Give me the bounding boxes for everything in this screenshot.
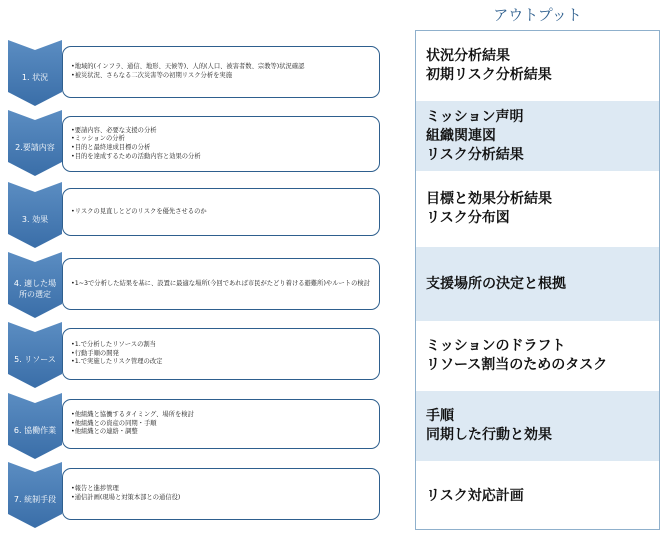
step-label	[8, 142, 62, 153]
step-detail-box	[62, 399, 380, 449]
process-step	[0, 110, 410, 176]
output-row	[416, 321, 659, 391]
output-text: 手順	[426, 408, 454, 424]
step-label	[8, 72, 62, 83]
step-label	[8, 425, 62, 436]
output-row	[416, 247, 659, 321]
output-list	[415, 30, 660, 530]
step-label-line: 5. リソース	[14, 354, 56, 364]
step-detail-item: •通信計画(現場と対策本部との通信役)	[71, 494, 181, 501]
output-row	[416, 461, 659, 531]
step-detail-item: •リスクの見直しとどのリスクを優先させるのか	[71, 207, 207, 215]
step-detail-item: •目的を達成するための活動内容と効果の分析	[71, 152, 201, 160]
step-label-line: 4. 適した場	[13, 279, 57, 288]
step-detail-item: •行動手順の開発	[71, 349, 119, 357]
step-detail-item: •目的と最終達成目標の分析	[71, 144, 151, 151]
process-step	[0, 322, 410, 388]
step-label	[8, 214, 62, 225]
step-detail-box	[62, 116, 380, 172]
process-step	[0, 252, 410, 318]
step-detail-item: •他組織との連絡・調整	[71, 428, 138, 436]
output-text: リスク分析結果	[426, 146, 524, 163]
step-detail-item: •被災状況、さらなる二次災害等の初期リスク分析を実施	[71, 72, 233, 79]
output-row	[416, 171, 659, 247]
step-detail-item: •地域的(インフラ、通信、地形、天候等)、人的(人口、被害者数、宗教等)状況確認	[71, 63, 305, 71]
output-text: リスク対応計画	[426, 487, 524, 504]
output-text: 組織関連図	[426, 127, 496, 144]
process-step	[0, 393, 410, 459]
step-label-line: 7. 統制手段	[13, 494, 57, 504]
output-text: ミッション声明	[426, 108, 524, 125]
step-detail-item: •1.で実施したリスク管理の改定	[71, 358, 163, 366]
output-text: 支援場所の決定と根拠	[426, 275, 566, 292]
step-label-line: 1. 状況	[21, 72, 49, 82]
output-text: 状況分析結果	[426, 48, 510, 64]
step-detail-item: •報告と進捗管理	[71, 485, 119, 493]
step-detail-box	[62, 188, 380, 236]
output-row	[416, 391, 659, 461]
step-label	[8, 354, 62, 365]
step-detail-box	[62, 46, 380, 98]
step-detail-item: •1~3で分析した結果を基に、設置に最適な場所(今回であれば市民がたどり着ける避難所)やルートの検討	[71, 279, 370, 287]
step-label	[8, 278, 62, 300]
step-label-line: 2.要請内容	[15, 142, 55, 152]
step-detail-item: •要請内容、必要な支援の分析	[71, 126, 157, 134]
step-detail-item: •1.で分析したリソースの割当	[71, 341, 156, 349]
output-title: アウトプット	[493, 6, 582, 24]
output-text: ミッションのドラフト	[426, 338, 566, 354]
step-detail-box	[62, 258, 380, 310]
step-detail-box	[62, 328, 380, 380]
output-row	[416, 31, 659, 101]
process-step	[0, 40, 410, 106]
output-text: 初期リスク分析結果	[426, 67, 552, 83]
output-row	[416, 101, 659, 171]
step-label	[8, 494, 62, 505]
step-label-line: 6. 協働作業	[13, 425, 57, 435]
step-detail-item: •ミッションの分析	[71, 135, 125, 143]
process-step	[0, 182, 410, 248]
output-text: 同期した行動と効果	[426, 427, 552, 443]
step-detail-item: •他組織と協働するタイミング、場所を検討	[71, 411, 194, 419]
step-label-line: 所の選定	[19, 290, 51, 299]
output-text: リソース割当のためのタスク	[426, 357, 608, 373]
process-step	[0, 462, 410, 528]
step-detail-box	[62, 468, 380, 520]
step-label-line: 3. 効果	[21, 214, 49, 224]
output-text: 目標と効果分析結果	[426, 191, 552, 207]
step-detail-item: •他組織との資産の同期・手順	[71, 419, 157, 427]
output-text: リスク分布図	[426, 210, 510, 226]
